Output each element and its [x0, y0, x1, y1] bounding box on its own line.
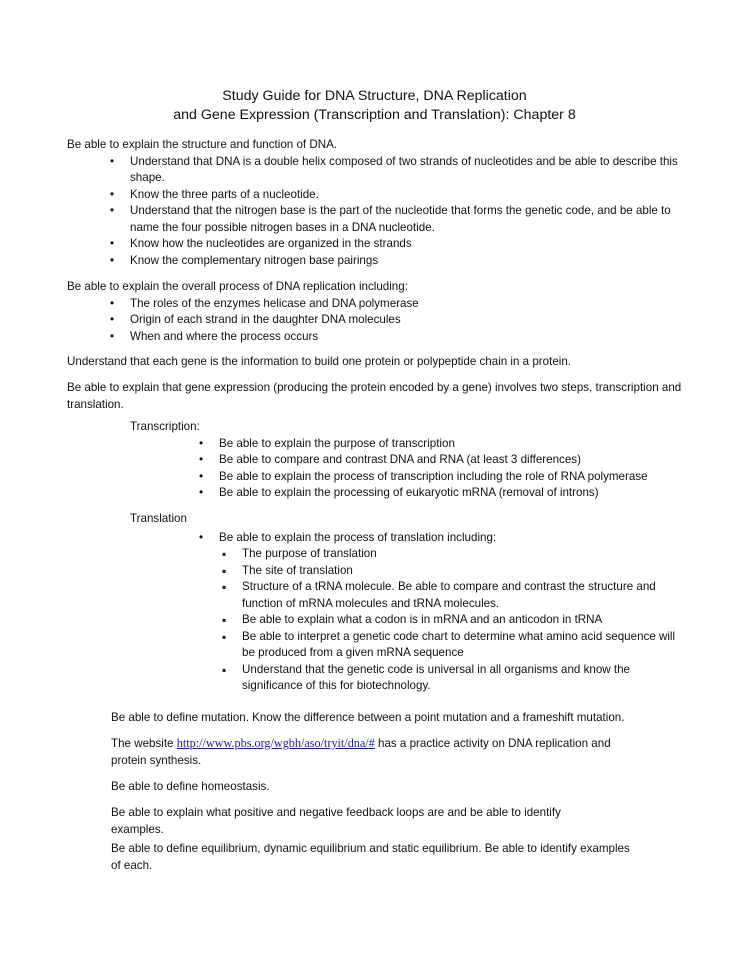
- sub-bullet-list: [219, 546, 689, 695]
- list-item: • Know the complementary nitrogen base pairings: [130, 253, 689, 270]
- paragraph-mutation: Be able to define mutation. Know the difference between a point mutation and a frameshift mutation.: [111, 711, 625, 724]
- bullet-list: [67, 154, 689, 270]
- section-dna-replication: [67, 279, 689, 345]
- section-intro: Be able to explain the structure and function of DNA.: [67, 138, 338, 151]
- website-link[interactable]: http://www.pbs.org/wgbh/aso/tryit/dna/#: [176, 736, 375, 750]
- paragraph-gene-expression: Be able to explain that gene expression (producing the protein encoded by a gene) involves two steps, transcription and translation.: [67, 381, 682, 411]
- translation-item: Be able to explain the process of translation including:: [219, 530, 497, 544]
- list-item: • Know how the nucleotides are organized in the strands: [130, 236, 689, 253]
- paragraph-gene: Understand that each gene is the information to build one protein or polypeptide chain in a protein.: [67, 355, 572, 368]
- list-item: • Be able to explain the processing of eukaryotic mRNA (removal of introns): [219, 485, 709, 502]
- list-item: • Understand that the nitrogen base is the part of the nucleotide that forms the genetic code, and be able to name the four possible nitrogen bases in a DNA nucleotide.: [130, 203, 689, 236]
- list-item: • Be able to compare and contrast DNA and RNA (at least 3 differences): [219, 452, 709, 469]
- bullet-list: [67, 296, 689, 346]
- sub-list-item: ▪ The purpose of translation: [242, 546, 689, 563]
- document-title: [0, 87, 749, 125]
- paragraph-feedback: Be able to explain what positive and negative feedback loops are and be able to identify examples.: [111, 806, 561, 836]
- title-line-1: Study Guide for DNA Structure, DNA Replication: [222, 88, 527, 104]
- sub-list-item: ▪ Understand that the genetic code is universal in all organisms and know the significance of this for biotechnology.: [242, 662, 689, 695]
- section-transcription: [130, 419, 709, 502]
- transcription-label: Transcription:: [130, 420, 200, 433]
- website-prefix: The website: [111, 737, 177, 750]
- section-translation: [130, 511, 689, 695]
- translation-label: Translation: [130, 512, 187, 525]
- list-item: • Origin of each strand in the daughter DNA molecules: [130, 312, 689, 329]
- list-item: • The roles of the enzymes helicase and DNA polymerase: [130, 296, 689, 313]
- section-dna-structure: [67, 137, 689, 269]
- paragraph-equilibrium: Be able to define equilibrium, dynamic equilibrium and static equilibrium. Be able to identify examples of each.: [111, 842, 630, 872]
- list-item: • Know the three parts of a nucleotide.: [130, 187, 689, 204]
- paragraph-website: [111, 735, 649, 769]
- sub-list-item: ▪ Be able to explain what a codon is in mRNA and an anticodon in tRNA: [242, 612, 689, 629]
- sub-list-item: ▪ The site of translation: [242, 563, 689, 580]
- bullet-list: [130, 436, 709, 502]
- paragraph-homeostasis: Be able to define homeostasis.: [111, 780, 270, 793]
- list-item: • Understand that DNA is a double helix composed of two strands of nucleotides and be able to describe this shape.: [130, 154, 689, 187]
- list-item: • Be able to explain the process of transcription including the role of RNA polymerase: [219, 469, 709, 486]
- title-line-2: and Gene Expression (Transcription and Translation): Chapter 8: [173, 107, 576, 123]
- list-item: • Be able to explain the purpose of transcription: [219, 436, 709, 453]
- sub-list-item: ▪ Be able to interpret a genetic code chart to determine what amino acid sequence will be produced from a given mRNA sequence: [242, 629, 689, 662]
- list-item: [219, 530, 689, 695]
- sub-list-item: ▪ Structure of a tRNA molecule. Be able to compare and contrast the structure and function of mRNA molecules and tRNA molecules.: [242, 579, 689, 612]
- section-intro: Be able to explain the overall process of DNA replication including:: [67, 280, 408, 293]
- bullet-list: [130, 530, 689, 695]
- list-item: • When and where the process occurs: [130, 329, 689, 346]
- website-suffix: has a practice activity on DNA replication and protein synthesis.: [111, 737, 611, 767]
